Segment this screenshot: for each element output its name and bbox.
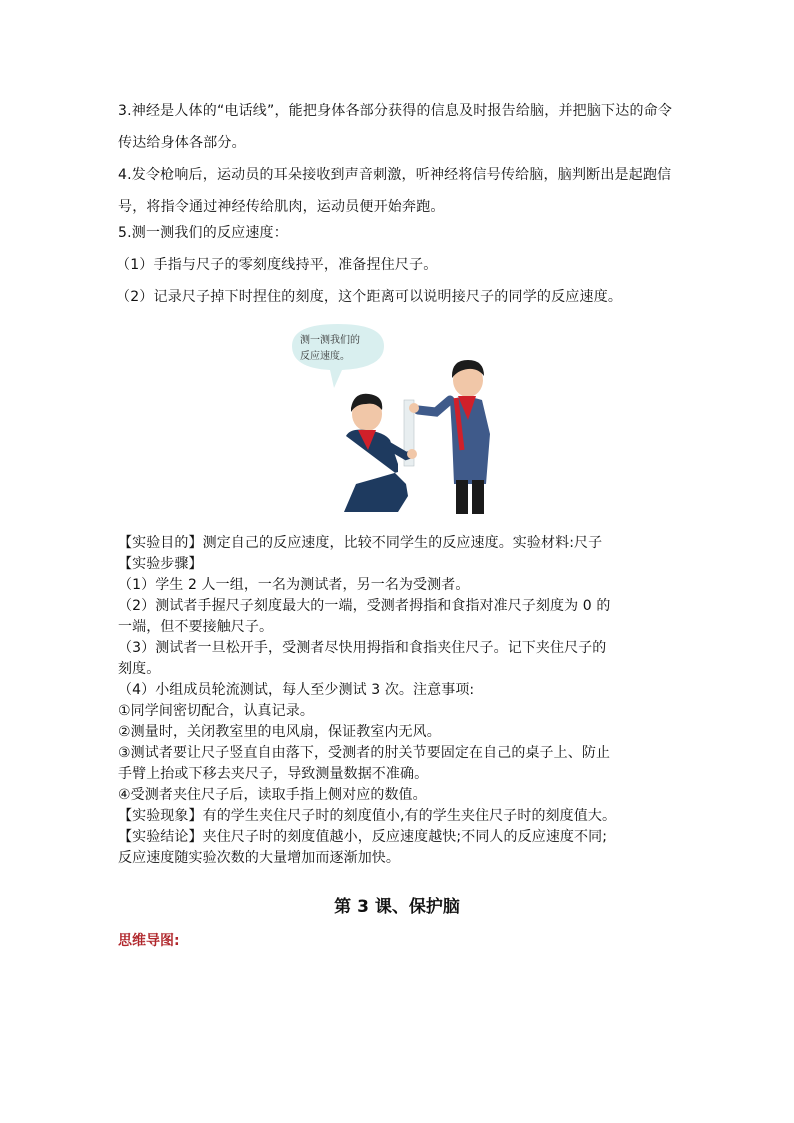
precaution-3-line2: 手臂上抬或下移去夹尺子，导致测量数据不准确。 [118,766,429,782]
precaution-2: ②测量时，关闭教室里的电风扇，保证教室内无风。 [118,724,441,740]
paragraph-reaction-test-heading: 5.测一测我们的反应速度： [118,225,288,241]
speech-bubble-line2: 反应速度。 [300,351,350,362]
speech-bubble-line1: 测一测我们的 [300,335,360,346]
experiment-conclusion-line2: 反应速度随实验次数的大量增加而逐渐加快。 [118,850,400,866]
reaction-test-drawing [286,316,508,514]
paragraph-step-1: （1）手指与尺子的零刻度线持平，准备捏住尺子。 [116,257,438,273]
precaution-4: ④受测者夹住尺子后，读取手指上侧对应的数值。 [118,787,427,803]
experiment-step-2-line1: （2）测试者手握尺子刻度最大的一端，受测者拇指和食指对准尺子刻度为 0 的 [118,598,611,614]
experiment-step-3-line1: （3）测试者一旦松开手，受测者尽快用拇指和食指夹住尺子。记下夹住尺子的 [118,640,607,656]
paragraph-nerve-telephone: 3.神经是人体的“电话线”，能把身体各部分获得的信息及时报告给脑，并把脑下达的命令传达给身体各部分。 [118,103,673,151]
experiment-step-2-line2: 一端，但不要接触尺子。 [118,619,274,635]
paragraph-step-2: （2）记录尺子掉下时捏住的刻度，这个距离可以说明接尺子的同学的反应速度。 [116,289,623,305]
experiment-step-3-line2: 刻度。 [118,661,161,677]
reaction-test-illustration [286,316,508,514]
experiment-steps-heading: 【实验步骤】 [118,556,203,572]
experiment-purpose: 【实验目的】测定自己的反应速度，比较不同学生的反应速度。实验材料:尺子 [118,535,603,551]
standing-student [409,360,490,514]
mind-map-label: 思维导图: [118,933,180,949]
paragraph-starting-gun: 4.发令枪响后，运动员的耳朵接收到声音刺激，听神经将信号传给脑，脑判断出是起跑信号，将指令通过神经传给肌肉，运动员便开始奔跑。 [118,167,672,215]
experiment-step-4: （4）小组成员轮流测试，每人至少测试 3 次。注意事项: [118,682,475,698]
experiment-step-1: （1）学生 2 人一组，一名为测试者，另一名为受测者。 [118,577,470,593]
precaution-3-line1: ③测试者要让尺子竖直自由落下，受测者的肘关节要固定在自己的桌子上、防止 [118,745,611,761]
experiment-phenomenon: 【实验现象】有的学生夹住尺子时的刻度值小,有的学生夹住尺子时的刻度值大。 [118,808,617,824]
lesson-title: 第 3 课、保护脑 [334,897,460,917]
precaution-1: ①同学间密切配合，认真记录。 [118,703,314,719]
experiment-conclusion-line1: 【实验结论】夹住尺子时的刻度值越小，反应速度越快;不同人的反应速度不同; [118,829,608,845]
